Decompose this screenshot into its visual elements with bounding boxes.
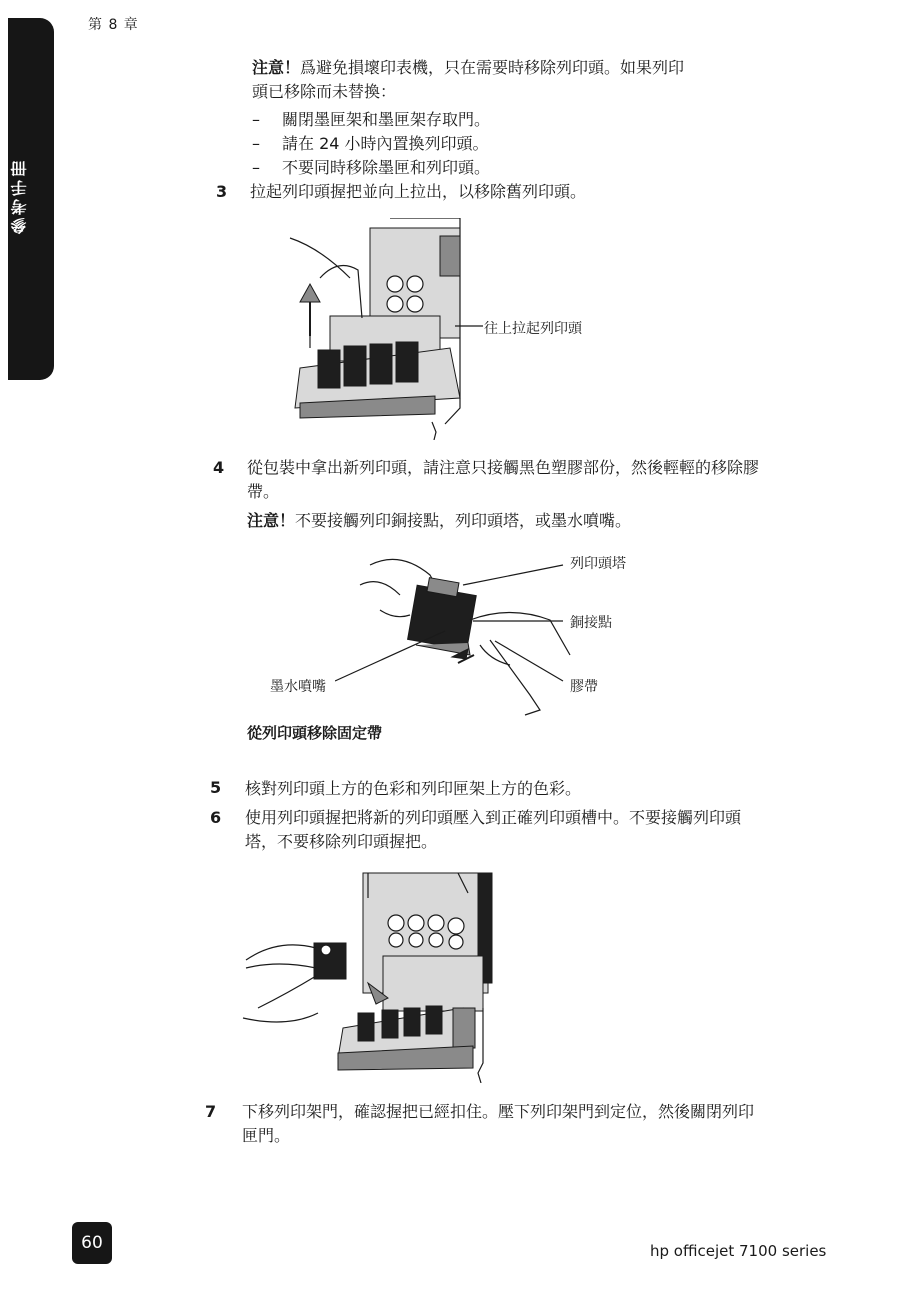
step-text: 使用列印頭握把將新的列印頭壓入到正確列印頭槽中。不要接觸列印頭 塔，不要移除列印頭握把。	[245, 808, 742, 851]
step-text: 從包裝中拿出新列印頭，請注意只接觸黑色塑膠部份，然後輕輕的移除膠 帶。	[247, 458, 760, 501]
page-number: 60	[72, 1222, 112, 1264]
step-number: 4	[213, 458, 225, 477]
note-warning	[247, 509, 631, 533]
note-text: 不要接觸列印銅接點，列印頭塔，或墨水噴嘴。	[295, 511, 632, 530]
callout-lift-printhead: 往上拉起列印頭	[484, 321, 582, 337]
figure-callout-leaders	[335, 555, 575, 695]
step-text: 拉起列印頭握把並向上拉出，以移除舊列印頭。	[250, 182, 587, 201]
warning-list	[252, 108, 772, 180]
side-tab-label: 參考手冊	[10, 158, 29, 234]
figure-caption: 從列印頭移除固定帶	[247, 724, 383, 742]
callout-copper-contacts: 銅接點	[570, 615, 612, 631]
step-text: 下移列印架門，確認握把已經扣住。壓下列印架門到定位，然後關閉列印 匣門。	[242, 1102, 755, 1145]
note-warning	[252, 56, 772, 104]
side-tab	[8, 18, 54, 380]
callout-ink-nozzles: 墨水噴嘴	[270, 679, 326, 695]
step-text: 核對列印頭上方的色彩和列印匣架上方的色彩。	[245, 779, 582, 798]
step-number: 3	[216, 182, 228, 201]
step-number: 5	[210, 778, 222, 797]
note-prefix: 注意！	[252, 58, 301, 77]
callout-leader-lift	[455, 320, 485, 334]
chapter-heading: 第 8 章	[88, 17, 139, 33]
callout-tape: 膠帶	[570, 679, 598, 695]
list-item: – 不要同時移除墨匣和列印頭。	[252, 158, 491, 177]
footer-brand: hp officejet 7100 series	[650, 1242, 827, 1260]
note-prefix: 注意！	[247, 511, 296, 530]
callout-printhead-tower: 列印頭塔	[570, 556, 626, 572]
list-item: – 請在 24 小時內置換列印頭。	[252, 134, 489, 153]
note-line-1: 爲避免損壞印表機，只在需要時移除列印頭。如果列印	[300, 58, 685, 77]
note-line-2: 頭已移除而未替換：	[252, 82, 397, 101]
step-number: 7	[205, 1102, 217, 1121]
step-number: 6	[210, 808, 222, 827]
printhead-insertion-illustration	[238, 868, 508, 1083]
list-item: – 關閉墨匣架和墨匣架存取門。	[252, 110, 491, 129]
